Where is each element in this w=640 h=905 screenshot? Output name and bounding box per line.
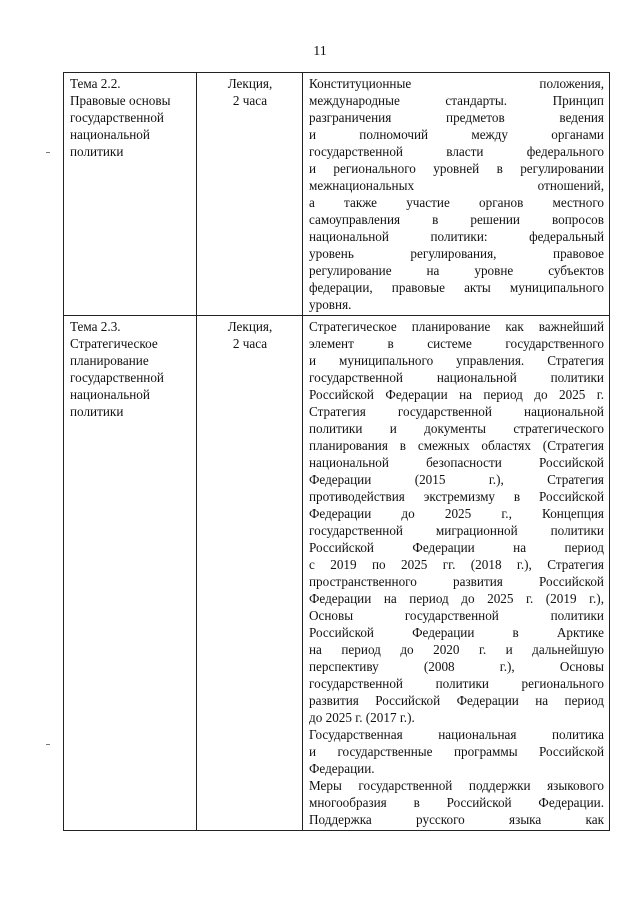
- content-line: Федерации (2015 г.), Стратегия: [309, 472, 604, 487]
- content-line: Федерации на период до 2025 г. (2019 г.),: [309, 591, 604, 606]
- topic-cell: [64, 316, 197, 831]
- content-cell: [303, 73, 610, 316]
- margin-mark: [46, 152, 50, 153]
- content-line: и государственные программы Российской: [309, 744, 604, 759]
- content-line: с 2019 по 2025 гг. (2018 г.), Стратегия: [309, 557, 604, 572]
- topic-line: планирование: [70, 353, 149, 368]
- content-line: и регионального уровней в регулировании: [309, 161, 604, 176]
- topic-line: государственной: [70, 370, 164, 385]
- topic-line: Правовые основы: [70, 93, 171, 108]
- content-line: и полномочий между органами: [309, 127, 604, 142]
- content-line: и муниципального управления. Стратегия: [309, 353, 604, 368]
- lesson-type-line: Лекция,: [227, 76, 273, 91]
- margin-mark: [46, 744, 50, 745]
- content-line: элемент в системе государственного: [309, 336, 604, 351]
- content-line: Стратегическое планирование как важнейший: [309, 319, 604, 334]
- content-line: международные стандарты. Принцип: [309, 93, 604, 108]
- curriculum-table: [63, 72, 610, 831]
- topic-line: национальной: [70, 387, 150, 402]
- content-line: уровень регулирования, правовое: [309, 246, 604, 261]
- topic-line: Стратегическое: [70, 336, 158, 351]
- content-line: пространственного развития Российской: [309, 574, 604, 589]
- content-line: регулирование на уровне субъектов: [309, 263, 604, 278]
- content-line: противодействия экстремизму в Российской: [309, 489, 604, 504]
- table-row: [64, 316, 610, 831]
- content-line: а также участие органов местного: [309, 195, 604, 210]
- content-line: самоуправления в решении вопросов: [309, 212, 604, 227]
- content-line: федерации, правовые акты муниципального: [309, 280, 604, 295]
- content-line: межнациональных отношений,: [309, 178, 604, 193]
- content-line: Конституционные положения,: [309, 76, 604, 91]
- content-line: государственной политики регионального: [309, 676, 604, 691]
- page-number: 11: [313, 44, 327, 59]
- table-row: [64, 73, 610, 316]
- content-line: перспективу (2008 г.), Основы: [309, 659, 604, 674]
- content-line: Поддержка русского языка как: [309, 812, 604, 827]
- content-line: Стратегия государственной национальной: [309, 404, 604, 419]
- content-line: Федерации.: [309, 761, 375, 776]
- topic-line: Тема 2.3.: [70, 319, 121, 334]
- content-cell: [303, 316, 610, 831]
- content-line: Меры государственной поддержки языкового: [309, 778, 604, 793]
- content-line: планирования в смежных областях (Стратегия: [309, 438, 604, 453]
- content-line: на период до 2020 г. и дальнейшую: [309, 642, 604, 657]
- topic-line: политики: [70, 404, 124, 419]
- topic-line: Тема 2.2.: [70, 76, 121, 91]
- lesson-hours-line: 2 часа: [232, 93, 268, 108]
- topic-line: политики: [70, 144, 124, 159]
- content-line: Российской Федерации в Арктике: [309, 625, 604, 640]
- content-line: государственной власти федерального: [309, 144, 604, 159]
- lesson-hours-line: 2 часа: [232, 336, 268, 351]
- content-line: до 2025 г. (2017 г.).: [309, 710, 415, 725]
- lesson-type-cell: [197, 316, 303, 831]
- content-line: Российской Федерации на период до 2025 г.: [309, 387, 604, 402]
- content-line: Государственная национальная политика: [309, 727, 604, 742]
- content-line: государственной национальной политики: [309, 370, 604, 385]
- content-line: развития Российской Федерации на период: [309, 693, 604, 708]
- content-line: политики и документы стратегического: [309, 421, 604, 436]
- content-line: Федерации до 2025 г., Концепция: [309, 506, 604, 521]
- content-line: разграничения предметов ведения: [309, 110, 604, 125]
- content-line: многообразия в Российской Федерации.: [309, 795, 604, 810]
- content-line: Российской Федерации на период: [309, 540, 604, 555]
- lesson-type-cell: [197, 73, 303, 316]
- content-line: Основы государственной политики: [309, 608, 604, 623]
- topic-line: национальной: [70, 127, 150, 142]
- topic-cell: [64, 73, 197, 316]
- content-line: национальной безопасности Российской: [309, 455, 604, 470]
- content-line: уровня.: [309, 297, 352, 312]
- content-line: национальной политики: федеральный: [309, 229, 604, 244]
- content-line: государственной миграционной политики: [309, 523, 604, 538]
- lesson-type-line: Лекция,: [227, 319, 273, 334]
- topic-line: государственной: [70, 110, 164, 125]
